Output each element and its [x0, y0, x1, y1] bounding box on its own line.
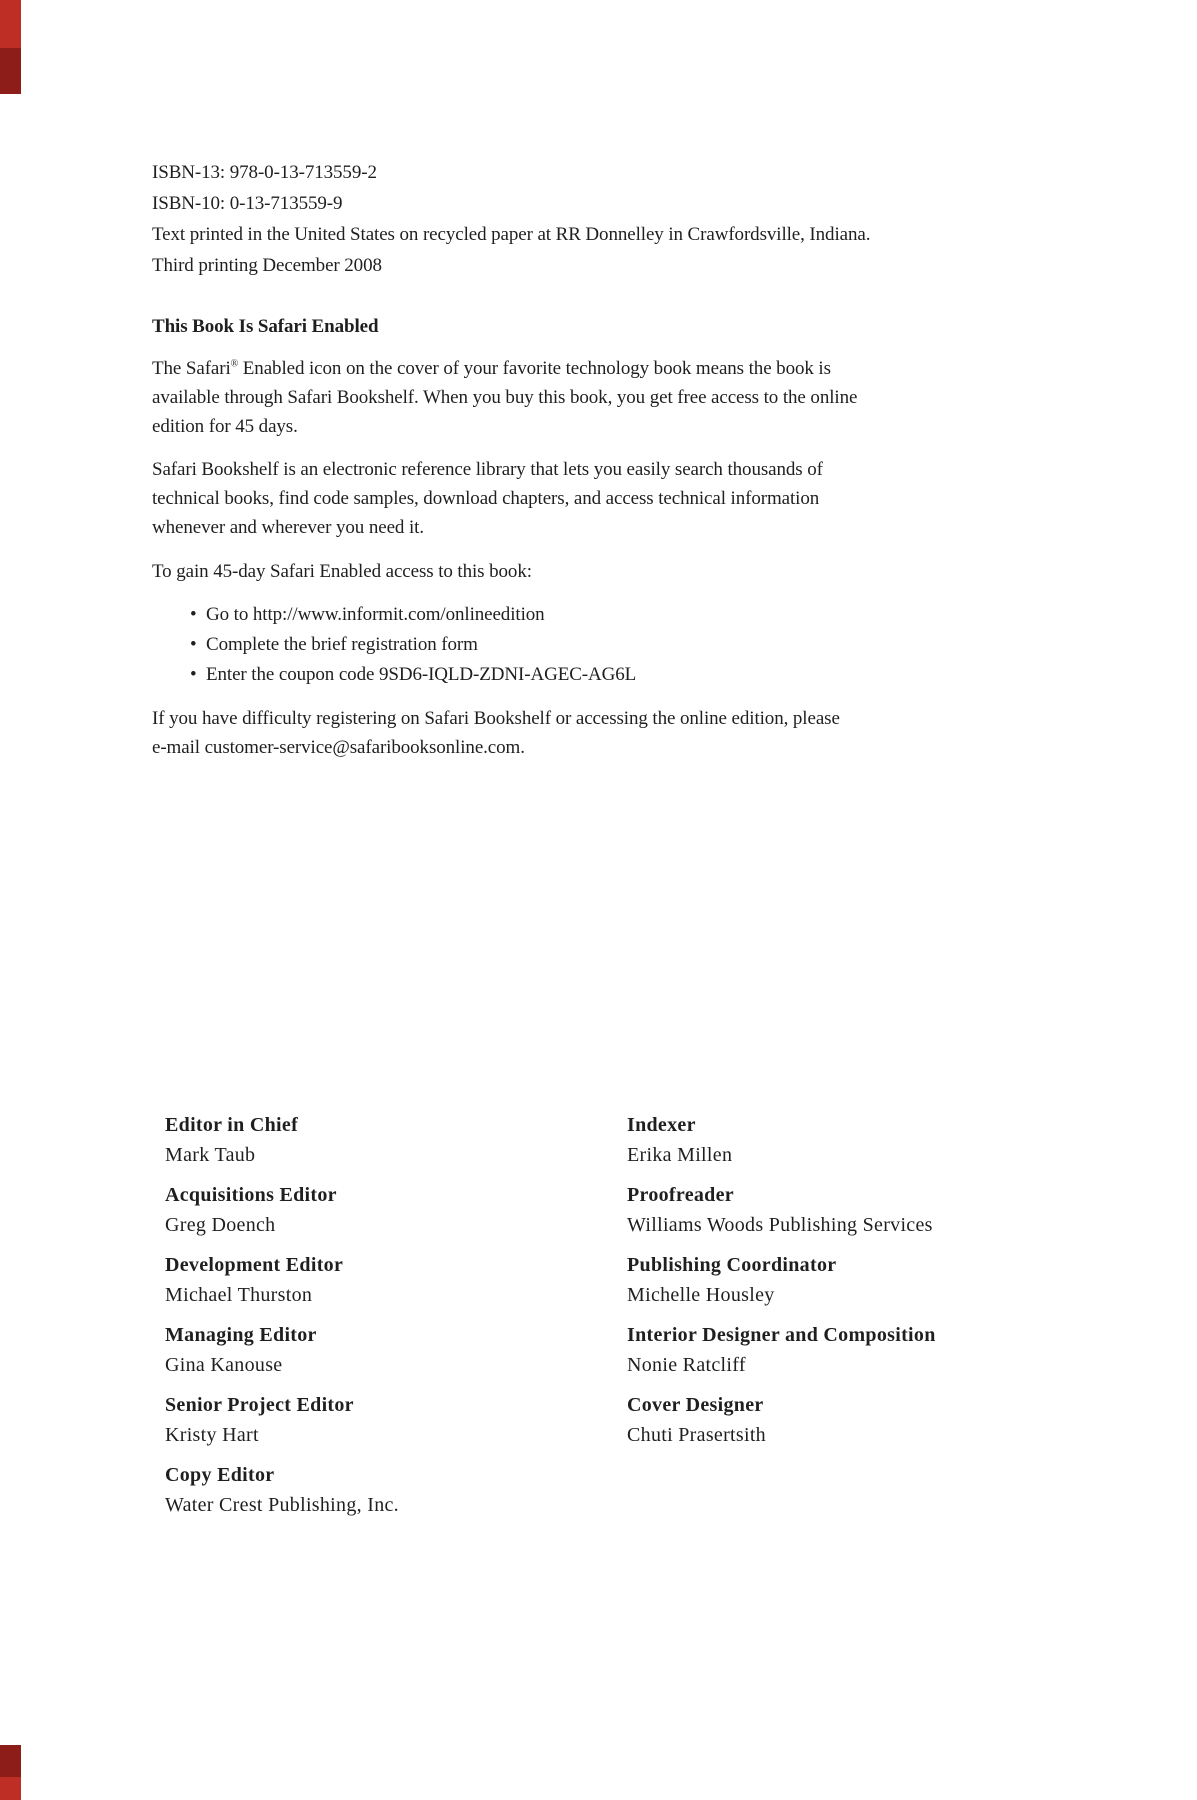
access-step-coupon-code: • Enter the coupon code 9SD6-IQLD-ZDNI-AGEC-AG6L: [206, 664, 637, 685]
credit-indexer: [627, 1110, 936, 1170]
credit-senior-project-editor: [165, 1390, 399, 1450]
credit-role-label: Development Editor: [165, 1254, 344, 1276]
credit-copy-editor: [165, 1460, 399, 1520]
credit-role-label: Proofreader: [627, 1184, 734, 1206]
credit-proofreader: [627, 1180, 936, 1240]
credit-person-name: Erika Millen: [627, 1144, 733, 1166]
safari-enabled-heading: This Book Is Safari Enabled: [152, 316, 379, 337]
edge-mark-bottom-dark-segment: [0, 1745, 21, 1777]
page-edge-mark-top: [0, 0, 21, 94]
credit-cover-designer: [627, 1390, 936, 1450]
isbn13-line: ISBN-13: 978-0-13-713559-2: [152, 162, 377, 183]
edge-mark-top-bright-segment: [0, 0, 21, 48]
credit-role-label: Publishing Coordinator: [627, 1254, 837, 1276]
credit-editor-in-chief: [165, 1110, 399, 1170]
list-item: [152, 600, 636, 630]
safari-paragraph-1: [152, 354, 857, 441]
credits-left-column: [165, 1110, 399, 1530]
credit-role-label: Interior Designer and Composition: [627, 1324, 936, 1346]
credit-role-label: Cover Designer: [627, 1394, 764, 1416]
credit-person-name: Michelle Housley: [627, 1284, 775, 1306]
credit-interior-designer: [627, 1320, 936, 1380]
support-paragraph-line-2: e-mail customer-service@safaribooksonline.com.: [152, 737, 525, 758]
credit-role-label: Acquisitions Editor: [165, 1184, 337, 1206]
edition-info: [152, 157, 870, 281]
credit-person-name: Nonie Ratcliff: [627, 1354, 746, 1376]
safari-paragraph-1-line-3: edition for 45 days.: [152, 416, 298, 437]
credit-person-name: Gina Kanouse: [165, 1354, 283, 1376]
isbn10-line: ISBN-10: 0-13-713559-9: [152, 193, 343, 214]
access-steps-list: [152, 600, 636, 690]
edge-mark-top-dark-segment: [0, 48, 21, 94]
credit-role-label: Editor in Chief: [165, 1114, 299, 1136]
safari-paragraph-2: [152, 455, 823, 542]
safari-brand-text: The Safari: [152, 358, 231, 379]
credit-person-name: Kristy Hart: [165, 1424, 259, 1446]
support-paragraph: [152, 704, 840, 762]
access-step-registration: • Complete the brief registration form: [206, 634, 478, 655]
safari-paragraph-1-line-1-rest: Enabled icon on the cover of your favorite technology book means the book is: [238, 358, 831, 379]
credit-development-editor: [165, 1250, 399, 1310]
credit-publishing-coordinator: [627, 1250, 936, 1310]
list-item: [152, 660, 636, 690]
credit-acquisitions-editor: [165, 1180, 399, 1240]
credit-role-label: Senior Project Editor: [165, 1394, 354, 1416]
credit-person-name: Williams Woods Publishing Services: [627, 1214, 933, 1236]
safari-paragraph-1-line-1: [152, 354, 857, 383]
credit-person-name: Mark Taub: [165, 1144, 256, 1166]
page-edge-mark-bottom: [0, 1745, 21, 1800]
list-item: [152, 630, 636, 660]
credit-managing-editor: [165, 1320, 399, 1380]
credit-person-name: Water Crest Publishing, Inc.: [165, 1494, 399, 1516]
credit-role-label: Indexer: [627, 1114, 696, 1136]
credit-role-label: Managing Editor: [165, 1324, 317, 1346]
safari-paragraph-1-line-2: available through Safari Bookshelf. When you buy this book, you get free access to the online: [152, 387, 858, 408]
credits-right-column: [627, 1110, 936, 1460]
support-paragraph-line-1: If you have difficulty registering on Safari Bookshelf or accessing the online edition, please: [152, 708, 840, 729]
credit-person-name: Chuti Prasertsith: [627, 1424, 766, 1446]
edge-mark-bottom-bright-segment: [0, 1777, 21, 1800]
safari-paragraph-2-line-2: technical books, find code samples, download chapters, and access technical information: [152, 488, 820, 509]
access-step-url: • Go to http://www.informit.com/onlineedition: [206, 604, 545, 625]
credit-person-name: Greg Doench: [165, 1214, 276, 1236]
printing-location-line: Text printed in the United States on recycled paper at RR Donnelley in Crawfordsville, Indiana.: [152, 224, 871, 245]
safari-paragraph-2-line-3: whenever and wherever you need it.: [152, 517, 424, 538]
registered-trademark-symbol: ®: [230, 358, 239, 370]
credit-role-label: Copy Editor: [165, 1464, 275, 1486]
access-intro-line: To gain 45-day Safari Enabled access to this book:: [152, 561, 532, 582]
printing-date-line: Third printing December 2008: [152, 255, 382, 276]
credit-person-name: Michael Thurston: [165, 1284, 313, 1306]
safari-paragraph-2-line-1: Safari Bookshelf is an electronic reference library that lets you easily search thousands of: [152, 459, 823, 480]
